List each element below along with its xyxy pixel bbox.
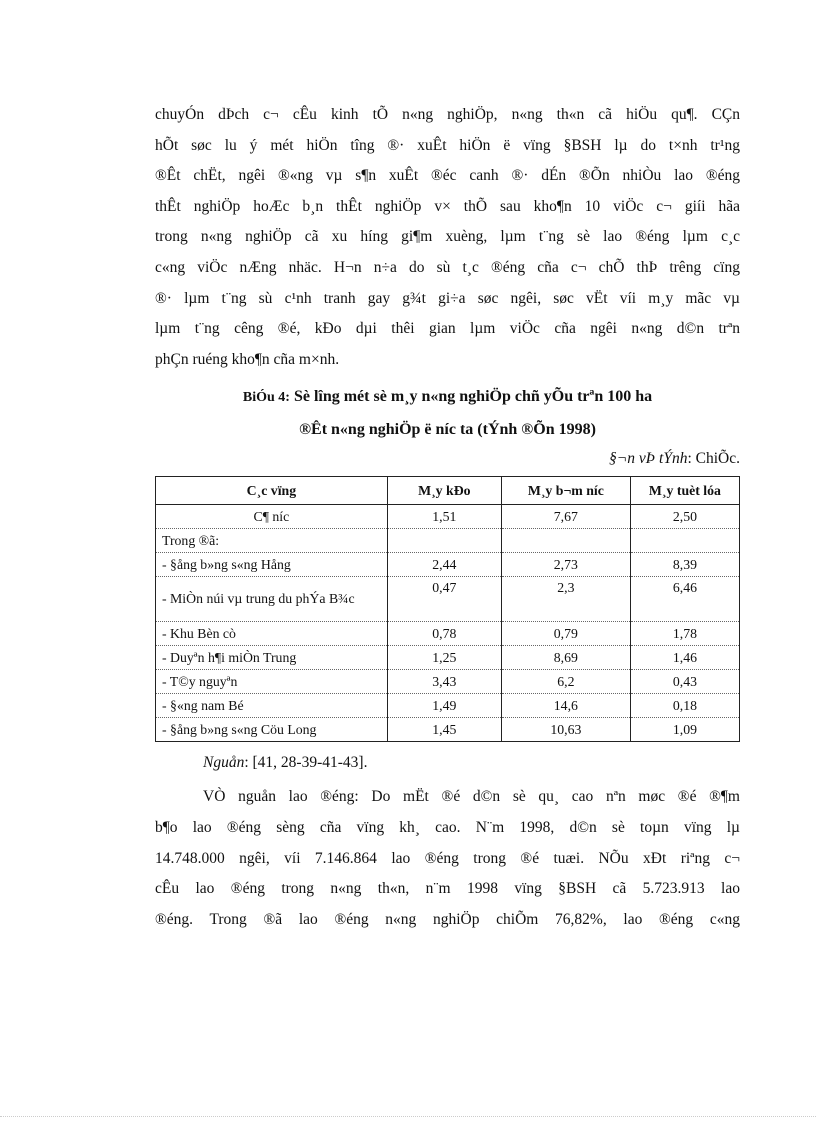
text-line: chuyÓn dÞch c¬ cÊu kinh tÕ n«ng nghiÖp, n«ng th«n cã hiÖu qu¶. CÇn — [155, 106, 740, 123]
value-cell: 6,2 — [501, 670, 630, 694]
region-cell: - §ång b»ng s«ng Hång — [156, 553, 388, 577]
value-cell: 2,44 — [387, 553, 501, 577]
value-cell: 1,09 — [630, 718, 739, 742]
table-row — [156, 553, 740, 577]
unit-value: : ChiÕc. — [687, 450, 740, 468]
value-cell: 14,6 — [501, 694, 630, 718]
value-cell: 1,49 — [387, 694, 501, 718]
table-row — [156, 529, 740, 553]
value-cell: 1,51 — [387, 505, 501, 529]
value-cell — [630, 529, 739, 553]
table-row — [156, 577, 740, 622]
table-row — [156, 670, 740, 694]
text-line: b¶o lao ®éng sèng cña vïng kh¸ cao. N¨m 1998, d©n sè toµn vïng lµ — [155, 818, 740, 836]
unit-note — [155, 446, 740, 472]
region-cell: - Khu Bèn cò — [156, 622, 388, 646]
table-header-row — [156, 477, 740, 505]
region-cell: - §«ng nam Bé — [156, 694, 388, 718]
caption-label: BiÓu 4: — [242, 390, 290, 406]
table-row — [156, 646, 740, 670]
text-line: ®éng. Trong ®ã lao ®éng n«ng nghiÖp chiÕm 76,82%, lao ®éng c«ng — [155, 910, 740, 928]
value-cell: 0,47 — [387, 577, 501, 622]
value-cell: 2,3 — [501, 577, 630, 622]
text-line: trong n«ng nghiÖp cã xu híng gi¶m xuèng, lµm t¨ng sè lao ®éng lµm c¸c — [155, 228, 740, 246]
value-cell: 8,39 — [630, 553, 739, 577]
source-value: : [41, 28-39-41-43]. — [244, 754, 368, 772]
text-line: hÕt søc lu ý mét hiÖn tîng ®· xuÊt hiÖn ë vïng §BSH lµ do t×nh tr¹ng — [155, 136, 740, 154]
region-cell: - §ång b»ng s«ng Cöu Long — [156, 718, 388, 742]
value-cell: 8,69 — [501, 646, 630, 670]
region-cell: Trong ®ã: — [156, 529, 388, 553]
page-bottom-border — [0, 1116, 816, 1117]
table-row — [156, 718, 740, 742]
text-line: cÊu lao ®éng trong n«ng th«n, n¨m 1998 vïng §BSH cã 5.723.913 lao — [155, 880, 740, 898]
text-line: thÊt nghiÖp hoÆc b¸n thÊt nghiÖp v× thÕ sau kho¶n 10 viÖc c¬ giíi hãa — [155, 197, 740, 215]
caption-title-line2: ®Êt n«ng nghiÖp ë níc ta (tÝnh ®Õn 1998) — [299, 421, 596, 439]
text-line: ®· lµm t¨ng sù c¹nh tranh gay g¾t gi÷a søc ngêi, søc vËt víi m¸y mãc vµ — [155, 289, 740, 307]
header-water-pump: M¸y b¬m níc — [501, 477, 630, 505]
document-page — [155, 100, 740, 935]
value-cell: 0,18 — [630, 694, 739, 718]
header-thresher: M¸y tuèt lóa — [630, 477, 739, 505]
paragraph-labor — [155, 782, 740, 935]
value-cell: 6,46 — [630, 577, 739, 622]
value-cell: 1,45 — [387, 718, 501, 742]
region-cell: - MiÒn núi vµ trung du phÝa B¾c — [156, 577, 388, 622]
table-row — [156, 505, 740, 529]
text-line: ®Êt chËt, ngêi ®«ng vµ s¶n xuÊt ®éc canh ®· dÉn ®Õn nhiÒu lao ®éng — [155, 167, 740, 185]
header-region: C¸c vïng — [156, 477, 388, 505]
header-tractor: M¸y kÐo — [387, 477, 501, 505]
source-note — [203, 748, 740, 778]
value-cell: 0,43 — [630, 670, 739, 694]
value-cell — [501, 529, 630, 553]
table-row — [156, 694, 740, 718]
table-row — [156, 622, 740, 646]
value-cell — [387, 529, 501, 553]
value-cell: 1,25 — [387, 646, 501, 670]
value-cell: 1,78 — [630, 622, 739, 646]
source-label: Nguån — [203, 754, 245, 772]
value-cell: 7,67 — [501, 505, 630, 529]
text-line: 14.748.000 ngêi, víi 7.146.864 lao ®éng trong ®é tuæi. NÕu xÐt riªng c¬ — [155, 849, 740, 867]
text-line: lµm t¨ng cêng ®é, kÐo dµi thêi gian lµm viÖc cña ngêi n«ng d©n trªn — [155, 320, 740, 338]
value-cell: 1,46 — [630, 646, 739, 670]
region-cell: C¶ níc — [156, 505, 388, 529]
region-cell: - T©y nguyªn — [156, 670, 388, 694]
value-cell: 0,79 — [501, 622, 630, 646]
text-line: c«ng viÖc nÆng nhäc. H¬n n÷a do sù t¸c ®éng cña c¬ chÕ thÞ trêng cïng — [155, 258, 740, 276]
value-cell: 2,50 — [630, 505, 739, 529]
text-line: phÇn ruéng kho¶n cña m×nh. — [155, 350, 340, 368]
value-cell: 2,73 — [501, 553, 630, 577]
value-cell: 3,43 — [387, 670, 501, 694]
caption-title-line1: Sè lîng mét sè m¸y n«ng nghiÖp chñ yÕu trªn 100 ha — [293, 388, 653, 406]
unit-label: §¬n vÞ tÝnh — [608, 450, 688, 468]
table-caption — [155, 381, 740, 446]
text-line: VÒ nguån lao ®éng: Do mËt ®é d©n sè qu¸ cao nªn møc ®é ®¶m — [203, 788, 740, 806]
paragraph-intro — [155, 100, 740, 375]
value-cell: 0,78 — [387, 622, 501, 646]
region-cell: - Duyªn h¶i miÒn Trung — [156, 646, 388, 670]
machinery-table — [155, 476, 740, 742]
value-cell: 10,63 — [501, 718, 630, 742]
